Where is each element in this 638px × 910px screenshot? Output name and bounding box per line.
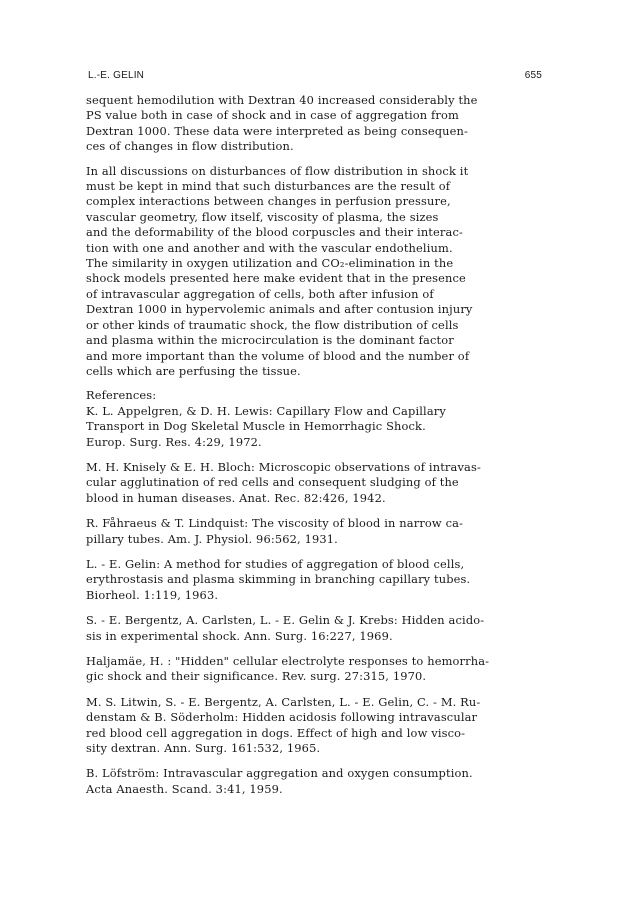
references-heading: References: [86, 388, 157, 403]
reference-line: sis in experimental shock. Ann. Surg. 16:227, 1969. [86, 628, 393, 643]
text-line: sequent hemodilution with Dextran 40 increased considerably the [86, 93, 478, 107]
page-number: 655 [524, 70, 542, 81]
reference-line: Europ. Surg. Res. 4:29, 1972. [86, 434, 262, 449]
text-line: PS value both in case of shock and in case of aggregation from [86, 108, 459, 123]
reference-line: R. Fåhraeus & T. Lindquist: The viscosity of blood in narrow ca- [86, 516, 464, 531]
reference-entry [86, 654, 556, 685]
text-line: The similarity in oxygen utilization and CO₂-elimination in the [86, 256, 454, 271]
reference-line: erythrostasis and plasma skimming in branching capillary tubes. [86, 572, 471, 587]
reference-line: S. - E. Bergentz, A. Carlsten, L. - E. Gelin & J. Krebs: Hidden acido- [86, 613, 485, 628]
reference-line: gic shock and their significance. Rev. surg. 27:315, 1970. [86, 669, 427, 684]
text-line: and the deformability of the blood corpuscles and their interac- [86, 225, 463, 240]
paragraph [86, 164, 556, 380]
reference-line: sity dextran. Ann. Surg. 161:532, 1965. [86, 741, 321, 756]
references-section [86, 388, 556, 797]
text-line: and more important than the volume of blood and the number of [86, 348, 470, 363]
reference-line: K. L. Appelgren, & D. H. Lewis: Capillary Flow and Capillary [86, 403, 446, 418]
reference-line: L. - E. Gelin: A method for studies of aggregation of blood cells, [86, 556, 465, 571]
text-line: In all discussions on disturbances of flow distribution in shock it [86, 163, 469, 178]
reference-line: cular agglutination of red cells and consequent sludging of the [86, 475, 459, 490]
text-line: and plasma within the microcirculation is the dominant factor [86, 333, 454, 348]
text-line: Dextran 1000 in hypervolemic animals and after contusion injury [86, 302, 473, 317]
text-line: shock models presented here make evident that in the presence [86, 271, 466, 286]
reference-entry [86, 516, 556, 547]
text-line: ces of changes in flow distribution. [86, 139, 294, 154]
text-line: of intravascular aggregation of cells, both after infusion of [86, 286, 434, 301]
text-line: must be kept in mind that such disturbances are the result of [86, 179, 451, 194]
reference-entry [86, 695, 556, 757]
reference-line: M. S. Litwin, S. - E. Bergentz, A. Carlsten, L. - E. Gelin, C. - M. Ru- [86, 694, 481, 709]
text-line: Dextran 1000. These data were interpreted as being consequen- [86, 123, 469, 138]
reference-line: B. Löfström: Intravascular aggregation and oxygen consumption. [86, 766, 473, 781]
reference-entry [86, 613, 556, 644]
author-header: L.-E. GELIN [88, 70, 145, 81]
text-line: or other kinds of traumatic shock, the flow distribution of cells [86, 317, 459, 332]
reference-line: blood in human diseases. Anat. Rec. 82:426, 1942. [86, 490, 386, 505]
text-line: tion with one and another and with the vascular endothelium. [86, 240, 453, 255]
body-text [86, 93, 556, 807]
paragraph [86, 93, 556, 155]
reference-entry [86, 766, 556, 797]
reference-line: Haljamäe, H. : "Hidden" cellular electrolyte responses to hemorrha- [86, 654, 490, 668]
reference-line: pillary tubes. Am. J. Physiol. 96:562, 1931. [86, 531, 338, 546]
text-line: complex interactions between changes in perfusion pressure, [86, 194, 451, 209]
reference-entry [86, 557, 556, 603]
reference-entry [86, 460, 556, 506]
reference-line: Transport in Dog Skeletal Muscle in Hemorrhagic Shock. [86, 419, 426, 434]
reference-line: Biorheol. 1:119, 1963. [86, 587, 219, 602]
text-line: vascular geometry, flow itself, viscosity of plasma, the sizes [86, 209, 439, 224]
reference-line: denstam & B. Söderholm: Hidden acidosis following intravascular [86, 710, 478, 725]
text-line: cells which are perfusing the tissue. [86, 363, 301, 378]
reference-line: Acta Anaesth. Scand. 3:41, 1959. [86, 781, 283, 796]
reference-line: M. H. Knisely & E. H. Bloch: Microscopic observations of intravas- [86, 459, 481, 474]
reference-line: red blood cell aggregation in dogs. Effect of high and low visco- [86, 725, 466, 740]
reference-entry [86, 388, 556, 450]
